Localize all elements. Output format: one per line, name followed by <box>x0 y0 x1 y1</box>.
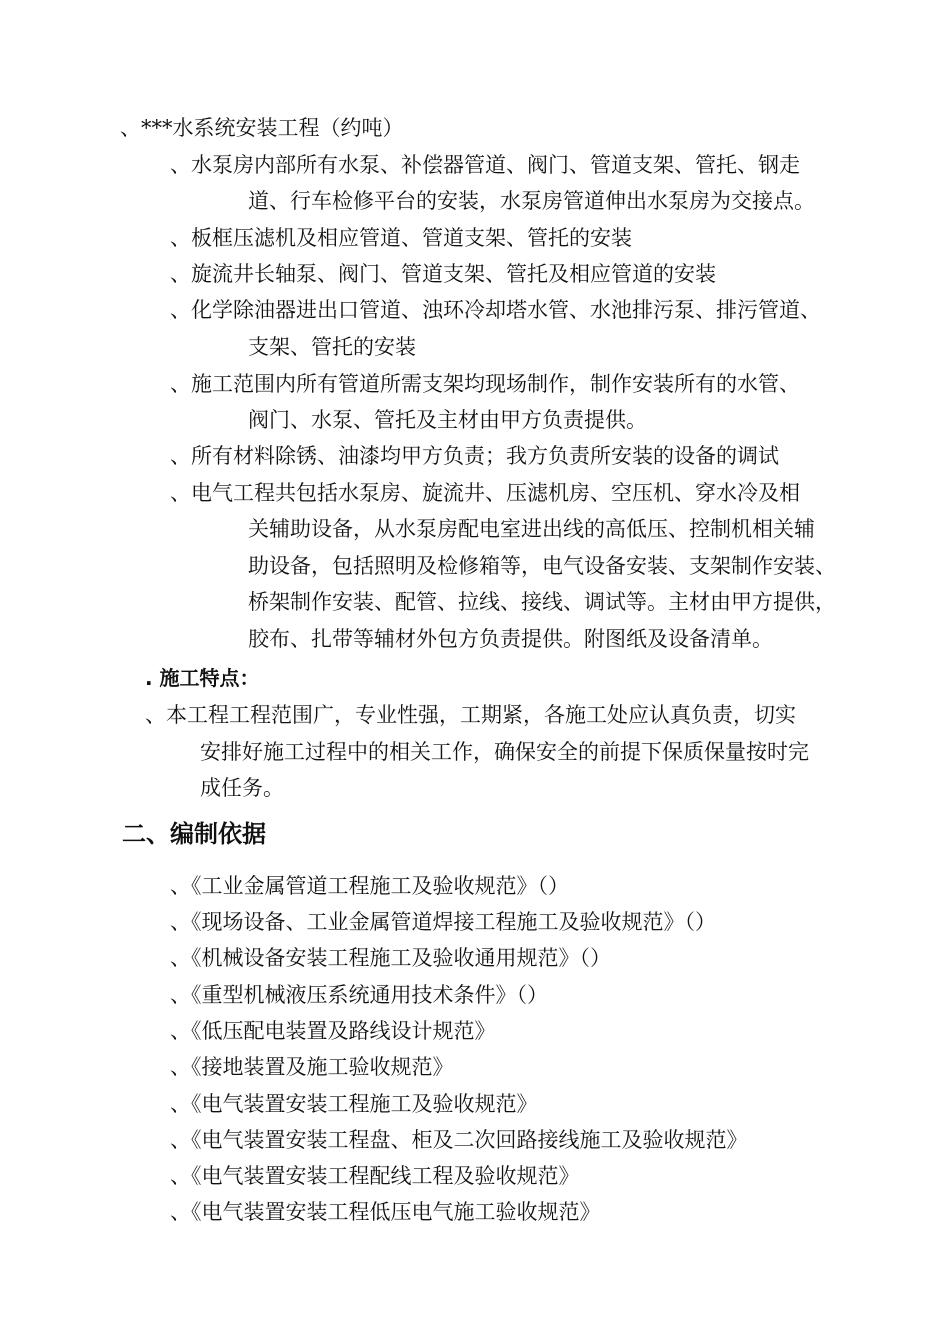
section1-item-7-line-2: 关辅助设备，从水泵房配电室进出线的高低压、控制机相关辅 <box>248 517 815 541</box>
reference-2: 、《现场设备、工业金属管道焊接工程施工及验收规范》（） <box>170 910 716 934</box>
section1-item-7-line-3: 助设备，包括照明及检修箱等，电气设备安装、支架制作安装、 <box>248 554 836 578</box>
section1-item-4-line-2: 支架、管托的安装 <box>248 335 416 359</box>
section1-item-7-line-1: 、电气工程共包括水泵房、旋流井、压滤机房、空压机、穿水冷及相 <box>170 481 800 505</box>
reference-7: 、《电气装置安装工程施工及验收规范》 <box>170 1092 538 1116</box>
reference-9: 、《电气装置安装工程配线工程及验收规范》 <box>170 1164 580 1188</box>
reference-6: 、《接地装置及施工验收规范》 <box>170 1055 454 1079</box>
reference-5: 、《低压配电装置及路线设计规范》 <box>170 1019 496 1043</box>
section2-heading: 二、编制依据 <box>122 820 266 848</box>
section1-item-7-line-4: 桥架制作安装、配管、拉线、接线、调试等。主材由甲方提供， <box>248 590 836 614</box>
section1-item-1-line-1: 、水泵房内部所有水泵、补偿器管道、阀门、管道支架、管托、钢走 <box>170 153 800 177</box>
reference-8: 、《电气装置安装工程盘、柜及二次回路接线施工及验收规范》 <box>170 1128 748 1152</box>
section1-item-5-line-2: 阀门、水泵、管托及主材由甲方负责提供。 <box>248 408 647 432</box>
features-line-1: 、本工程工程范围广，专业性强，工期紧，各施工处应认真负责，切实 <box>145 703 796 727</box>
section1-heading: 、***水系统安装工程（约吨） <box>120 116 404 140</box>
section1-item-6: 、所有材料除锈、油漆均甲方负责；我方负责所安装的设备的调试 <box>170 444 779 468</box>
reference-4: 、《重型机械液压系统通用技术条件》（） <box>170 983 548 1007</box>
section1-item-1-line-2: 道、行车检修平台的安装，水泵房管道伸出水泵房为交接点。 <box>248 189 815 213</box>
reference-10: 、《电气装置安装工程低压电气施工验收规范》 <box>170 1200 601 1224</box>
reference-3: 、《机械设备安装工程施工及验收通用规范》（） <box>170 946 611 970</box>
section1-item-2: 、板框压滤机及相应管道、管道支架、管托的安装 <box>170 226 632 250</box>
section1-item-4-line-1: 、化学除油器进出口管道、浊环冷却塔水管、水池排污泵、排污管道、 <box>170 298 821 322</box>
features-line-3: 成任务。 <box>200 776 284 800</box>
reference-1: 、《工业金属管道工程施工及验收规范》（） <box>170 874 569 898</box>
features-heading: . 施工特点： <box>145 666 260 690</box>
section1-item-3: 、旋流井长轴泵、阀门、管道支架、管托及相应管道的安装 <box>170 262 716 286</box>
section1-item-5-line-1: 、施工范围内所有管道所需支架均现场制作，制作安装所有的水管、 <box>170 372 800 396</box>
features-line-2: 安排好施工过程中的相关工作，确保安全的前提下保质保量按时完 <box>200 740 809 764</box>
section1-item-7-line-5: 胶布、扎带等辅材外包方负责提供。附图纸及设备清单。 <box>248 627 773 651</box>
